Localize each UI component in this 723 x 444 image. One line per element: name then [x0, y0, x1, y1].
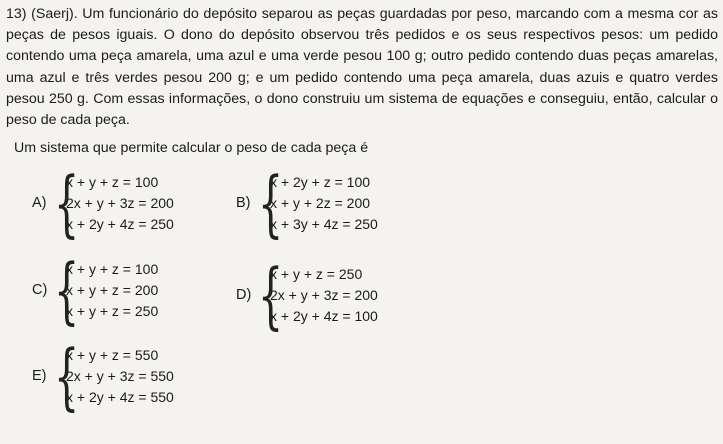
- equation: x + y + z = 100: [66, 260, 159, 277]
- equation: 2x + y + 3z = 200: [270, 286, 378, 303]
- option-d-equations: [270, 264, 378, 327]
- equation: x + 2y + 4z = 100: [270, 307, 378, 324]
- equation: x + 2y + z = 100: [270, 173, 371, 190]
- option-b-letter: B): [236, 195, 251, 211]
- equation: 2x + y + 3z = 200: [66, 194, 174, 211]
- equation: x + y + z = 100: [66, 173, 159, 190]
- equation: x + y + z = 250: [66, 302, 159, 319]
- option-e-letter: E): [32, 368, 47, 384]
- option-d: [236, 253, 378, 337]
- equation: 2x + y + 3z = 550: [66, 367, 174, 384]
- option-c-equations: [66, 259, 158, 322]
- option-d-letter: D): [236, 287, 252, 303]
- question-text: 13) (Saerj). Um funcionário do depósito separou as peças guardadas por peso, marcando com a mesma cor as peças de pesos iguais. O dono do depósito observou três pedidos e os seus respectivos pesos: um pedido contendo uma peça amarela, uma azul e uma verde pesou 100 g; outro pedido contendo duas peças amarelas, uma azul e três verdes pesou 200 g; e um pedido contendo uma peça amarela, duas azuis e quatro verdes pesou 250 g. Com essas informações, o dono construiu um sistema de equações e conseguiu, então, calcular o peso de cada peça.: [6, 6, 718, 129]
- equation: x + y + z = 200: [66, 281, 159, 298]
- question-prompt: Um sistema que permite calcular o peso de cada peça é: [14, 140, 369, 156]
- brace-icon: {: [258, 161, 284, 245]
- equation: x + 2y + 4z = 250: [66, 215, 174, 232]
- option-e-equations: [66, 345, 174, 408]
- equation: x + 3y + 4z = 250: [270, 215, 378, 232]
- option-a-letter: A): [32, 195, 47, 211]
- option-e: [32, 334, 174, 418]
- equation: x + y + z = 250: [270, 265, 363, 282]
- equation: x + y + 2z = 200: [270, 194, 371, 211]
- option-b: [236, 161, 378, 245]
- option-a: [32, 161, 174, 245]
- brace-icon: {: [54, 161, 80, 245]
- option-b-equations: [270, 172, 378, 235]
- equation: x + y + z = 550: [66, 346, 159, 363]
- option-a-equations: [66, 172, 174, 235]
- brace-icon: {: [54, 334, 80, 418]
- brace-icon: {: [258, 253, 284, 337]
- option-c-letter: C): [32, 282, 48, 298]
- equation: x + 2y + 4z = 550: [66, 388, 174, 405]
- option-c: [32, 248, 159, 332]
- brace-icon: {: [54, 248, 80, 332]
